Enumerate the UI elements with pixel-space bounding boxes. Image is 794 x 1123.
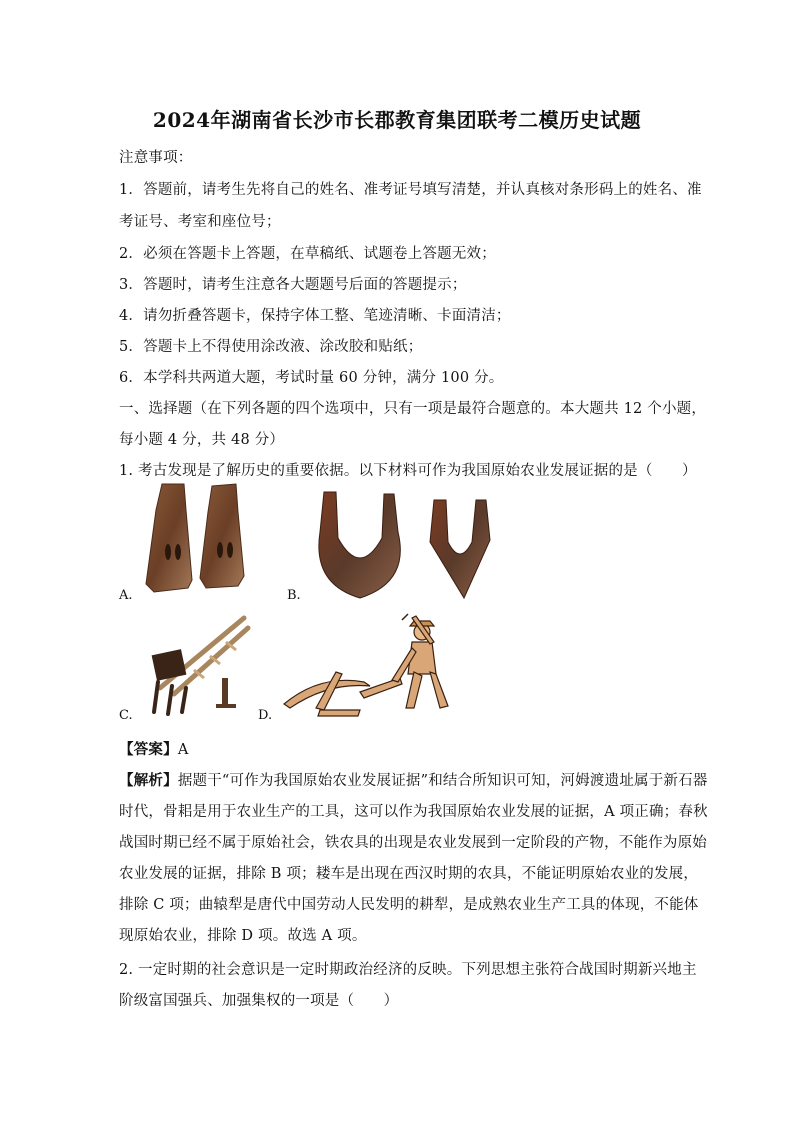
question-1-stem: 1. 考古发现是了解历史的重要依据。以下材料可作为我国原始农业发展证据的是（ ） [119,463,697,479]
notice-line: 6．本学科共两道大题，考试时量 60 分钟，满分 100 分。 [119,370,504,386]
notice-line: 2．必须在答题卡上答题，在草稿纸、试题卷上答题无效； [119,246,496,262]
question-2-stem: 2. 一定时期的社会意识是一定时期政治经济的反映。下列思想主张符合战国时期新兴地主 [119,962,697,978]
notice-line: 5．答题卡上不得使用涂改液、涂改胶和贴纸； [119,339,423,355]
question-2-stem: 阶级富国强兵、加强集权的一项是（ ） [119,993,399,1009]
analysis-line: 现原始农业，排除 D 项。故选 A 项。 [119,928,367,944]
page-title: 2024年湖南省长沙市长郡教育集团联考二模历史试题 [152,108,642,132]
analysis-label: 【解析】 [119,772,178,789]
option-d-label: D. [258,708,273,723]
section-heading: 一、选择题（在下列各题的四个选项中，只有一项是最符合题意的。本大题共 12 个小题， [119,401,707,417]
curved-plough-image [280,612,450,720]
seed-drill-image [140,608,252,718]
section-heading: 每小题 4 分，共 48 分） [119,432,285,448]
analysis-line: 排除 C 项；曲辕犁是唐代中国劳动人民发明的耕犁，是成熟农业生产工具的体现，不能体 [119,897,699,913]
analysis-text: 据题干“可作为我国原始农业发展证据”和结合所知识可知，河姆渡遗址属于新石器 [177,773,708,789]
notice-line: 3．答题时，请考生注意各大题题号后面的答题提示； [119,277,467,293]
answer-value: A [177,742,189,758]
notice-line: 考证号、考室和座位号； [119,214,281,230]
option-b-label: B. [287,588,301,603]
analysis-line: 农业发展的证据，排除 B 项；耧车是出现在西汉时期的农具，不能证明原始农业的发展， [119,866,699,882]
analysis-line: 战国时期已经不属于原始社会，铁农具的出现是农业发展到一定阶段的产物，不能作为原始 [119,835,707,851]
notice-line: 1．答题前，请考生先将自己的姓名、准考证号填写清楚，并认真核对条形码上的姓名、准 [119,182,702,198]
bone-spade-image [140,480,250,595]
option-a-label: A. [119,588,133,603]
iron-tools-image [300,486,510,602]
analysis-line: 时代，骨耜是用于农业生产的工具，这可以作为我国原始农业发展的证据，A 项正确；春秋 [119,804,708,820]
notice-line: 4．请勿折叠答题卡，保持字体工整、笔迹清晰、卡面清洁； [119,308,511,324]
answer-label: 【答案】 [119,741,178,758]
analysis-line [119,769,708,790]
option-c-label: C. [119,708,133,723]
notice-heading: 注意事项： [119,150,193,166]
answer-line [119,738,188,759]
